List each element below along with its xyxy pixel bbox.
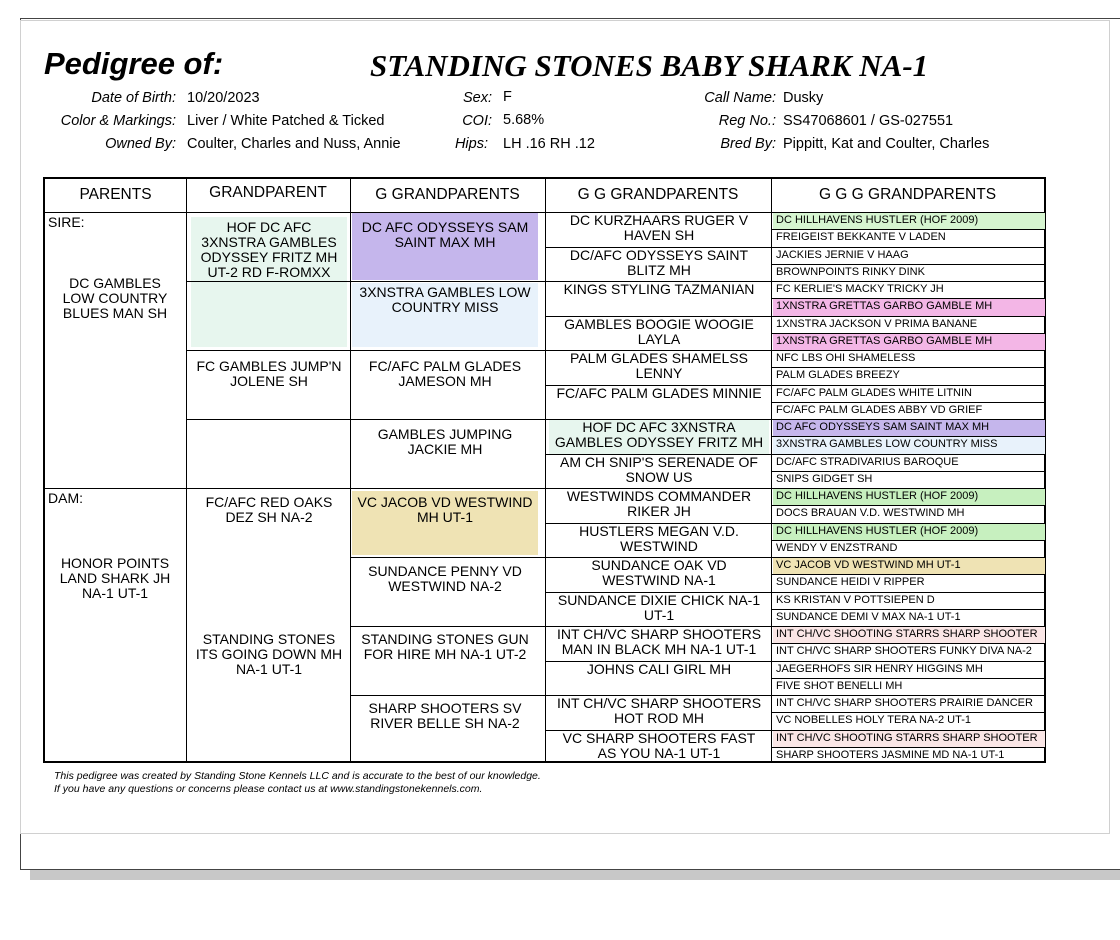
gg-grandparent: SUNDANCE OAK VD WESTWIND NA-1 xyxy=(591,557,727,588)
ggg-grandparent: INT CH/VC SHOOTING STARRS SHARP SHOOTER xyxy=(773,627,1045,643)
ggg-grandparent: INT CH/VC SHARP SHOOTERS FUNKY DIVA NA-2 xyxy=(776,645,1032,658)
g-grandparent: SHARP SHOOTERS SV RIVER BELLE SH NA-2 xyxy=(368,700,522,731)
sire-name: DC GAMBLES LOW COUNTRY BLUES MAN SH xyxy=(62,275,168,321)
footer-note xyxy=(54,770,541,795)
ggg-grandparent: SUNDANCE HEIDI V RIPPER xyxy=(776,576,925,589)
g-grandparent: SUNDANCE PENNY VD WESTWIND NA-2 xyxy=(368,563,522,594)
grandparent: FC GAMBLES JUMP'N JOLENE SH xyxy=(196,358,342,389)
grandparent: FC/AFC RED OAKS DEZ SH NA-2 xyxy=(205,494,333,525)
ggg-grandparent: INT CH/VC SHOOTING STARRS SHARP SHOOTER xyxy=(773,731,1045,747)
reg-no-value: SS47068601 / GS-027551 xyxy=(783,113,954,129)
call-name-value: Dusky xyxy=(783,90,824,106)
ggg-grandparent: 1XNSTRA JACKSON V PRIMA BANANE xyxy=(776,317,978,330)
bred-by-label: Bred By: xyxy=(720,136,776,152)
g-grandparent: 3XNSTRA GAMBLES LOW COUNTRY MISS xyxy=(359,284,531,315)
pedigree-title: Pedigree of: xyxy=(44,46,224,81)
gg-grandparent: PALM GLADES SHAMELSS LENNY xyxy=(570,350,748,381)
gg-grandparent: HOF DC AFC 3XNSTRA GAMBLES ODYSSEY FRITZ MH xyxy=(554,419,764,450)
color-label: Color & Markings: xyxy=(60,113,176,129)
gg-grandparent: KINGS STYLING TAZMANIAN xyxy=(563,281,755,297)
ggg-grandparent: 3XNSTRA GAMBLES LOW COUNTRY MISS xyxy=(773,437,1045,453)
ggg-grandparent: VC JACOB VD WESTWIND MH UT-1 xyxy=(773,558,1045,574)
gg-grandparent: INT CH/VC SHARP SHOOTERS HOT ROD MH xyxy=(556,695,762,726)
gg-grandparent: DC/AFC ODYSSEYS SAINT BLITZ MH xyxy=(569,246,749,278)
ggg-grandparent: FC/AFC PALM GLADES WHITE LITNIN xyxy=(776,386,972,399)
footer-line-2: If you have any questions or concerns please contact us at www.standingstonekennels.com. xyxy=(54,782,483,795)
ggg-grandparent: NFC LBS OHI SHAMELESS xyxy=(776,352,916,364)
gg-grandparent: JOHNS CALI GIRL MH xyxy=(586,660,732,677)
gg-grandparent: VC SHARP SHOOTERS FAST AS YOU NA-1 UT-1 xyxy=(562,729,756,761)
coi-value: 5.68% xyxy=(503,112,545,128)
dob-value: 10/20/2023 xyxy=(187,90,260,106)
ggg-grandparent: DC HILLHAVENS HUSTLER (HOF 2009) xyxy=(773,489,1045,505)
g-grandparent: GAMBLES JUMPING JACKIE MH xyxy=(377,426,513,457)
gg-grandparent: INT CH/VC SHARP SHOOTERS MAN IN BLACK MH NA-1 UT-1 xyxy=(556,626,762,657)
dog-name: STANDING STONES BABY SHARK NA-1 xyxy=(370,48,929,83)
gg-grandparent: SUNDANCE DIXIE CHICK NA-1 UT-1 xyxy=(557,591,761,623)
gg-grandparent: AM CH SNIP'S SERENADE OF SNOW US xyxy=(560,453,758,485)
g-grandparent: VC JACOB VD WESTWIND MH UT-1 xyxy=(357,494,533,525)
gg-grandparent: DC KURZHAARS RUGER V HAVEN SH xyxy=(569,212,749,243)
reg-no-label: Reg No.: xyxy=(718,113,776,129)
ggg-grandparent: WENDY V ENZSTRAND xyxy=(776,541,898,554)
ggg-grandparent: DC HILLHAVENS HUSTLER (HOF 2009) xyxy=(773,213,1045,229)
ggg-grandparent: FREIGEIST BEKKANTE V LADEN xyxy=(776,231,946,244)
ggg-grandparent: PALM GLADES BREEZY xyxy=(776,369,900,382)
ggg-grandparent: SNIPS GIDGET SH xyxy=(776,472,873,485)
col-header-parents: PARENTS xyxy=(45,179,186,213)
gg-grandparent: FC/AFC PALM GLADES MINNIE xyxy=(556,384,762,401)
owned-label: Owned By: xyxy=(105,136,176,152)
g-grandparent: FC/AFC PALM GLADES JAMESON MH xyxy=(368,358,522,389)
ggg-grandparent: SHARP SHOOTERS JASMINE MD NA-1 UT-1 xyxy=(776,748,1005,761)
footer-line-1: This pedigree was created by Standing Stone Kennels LLC and is accurate to the best of our knowledge. xyxy=(54,770,541,782)
ggg-grandparent: DC/AFC STRADIVARIUS BAROQUE xyxy=(776,455,959,468)
col-header-grandparent: GRANDPARENT xyxy=(186,179,350,213)
gg-grandparent: HUSTLERS MEGAN V.D. WESTWIND xyxy=(579,522,739,554)
ggg-grandparent: FIVE SHOT BENELLI MH xyxy=(776,679,903,692)
col-header-gg-grandparents: G G GRANDPARENTS xyxy=(545,179,771,213)
ggg-grandparent: SUNDANCE DEMI V MAX NA-1 UT-1 xyxy=(776,610,961,623)
g-grandparent: STANDING STONES GUN FOR HIRE MH NA-1 UT-2 xyxy=(361,631,529,662)
ggg-grandparent: FC/AFC PALM GLADES ABBY VD GRIEF xyxy=(776,403,983,416)
hips-label: Hips: xyxy=(454,136,488,152)
sex-label: Sex: xyxy=(462,90,492,106)
col-divider xyxy=(350,179,351,761)
ggg-grandparent: DOCS BRAUAN V.D. WESTWIND MH xyxy=(776,507,965,520)
gg-grandparent: WESTWINDS COMMANDER RIKER JH xyxy=(566,488,752,519)
grandparent: STANDING STONES ITS GOING DOWN MH NA-1 UT-1 xyxy=(195,631,343,677)
ggg-grandparent: INT CH/VC SHARP SHOOTERS PRAIRIE DANCER xyxy=(776,697,1033,709)
ggg-grandparent: JAEGERHOFS SIR HENRY HIGGINS MH xyxy=(776,662,983,675)
owned-value: Coulter, Charles and Nuss, Annie xyxy=(187,136,401,152)
call-name-label: Call Name: xyxy=(704,90,776,106)
ggg-grandparent: FC KERLIE'S MACKY TRICKY JH xyxy=(776,283,944,295)
grandparent: HOF DC AFC 3XNSTRA GAMBLES ODYSSEY FRITZ MH UT-2 RD F-ROMXX xyxy=(200,219,338,280)
pedigree-table xyxy=(43,177,1046,763)
ggg-grandparent: BROWNPOINTS RINKY DINK xyxy=(776,265,925,278)
col-divider xyxy=(545,179,546,761)
dob-label: Date of Birth: xyxy=(91,90,176,106)
dam-name: HONOR POINTS LAND SHARK JH NA-1 UT-1 xyxy=(59,555,171,601)
bred-by-value: Pippitt, Kat and Coulter, Charles xyxy=(783,136,990,152)
col-header-g-grandparents: G GRANDPARENTS xyxy=(350,179,545,213)
ggg-grandparent: DC AFC ODYSSEYS SAM SAINT MAX MH xyxy=(773,420,1045,436)
gg-grandparent: GAMBLES BOOGIE WOOGIE LAYLA xyxy=(564,315,754,347)
dam-label: DAM: xyxy=(48,490,83,506)
hips-value: LH .16 RH .12 xyxy=(503,136,595,152)
sire-label: SIRE: xyxy=(48,214,85,230)
col-divider xyxy=(186,179,187,761)
ggg-grandparent: 1XNSTRA GRETTAS GARBO GAMBLE MH xyxy=(773,334,1045,350)
sex-value: F xyxy=(503,89,512,105)
ggg-grandparent: DC HILLHAVENS HUSTLER (HOF 2009) xyxy=(773,524,1045,540)
g-grandparent: DC AFC ODYSSEYS SAM SAINT MAX MH xyxy=(361,219,529,250)
ggg-grandparent: VC NOBELLES HOLY TERA NA-2 UT-1 xyxy=(776,714,972,727)
col-header-ggg-grandparents: G G G GRANDPARENTS xyxy=(771,179,1044,213)
color-value: Liver / White Patched & Ticked xyxy=(187,113,385,129)
coi-label: COI: xyxy=(462,113,492,129)
ggg-grandparent: KS KRISTAN V POTTSIEPEN D xyxy=(776,593,935,606)
ggg-grandparent: JACKIES JERNIE V HAAG xyxy=(776,248,909,261)
ggg-grandparent: 1XNSTRA GRETTAS GARBO GAMBLE MH xyxy=(773,299,1045,315)
